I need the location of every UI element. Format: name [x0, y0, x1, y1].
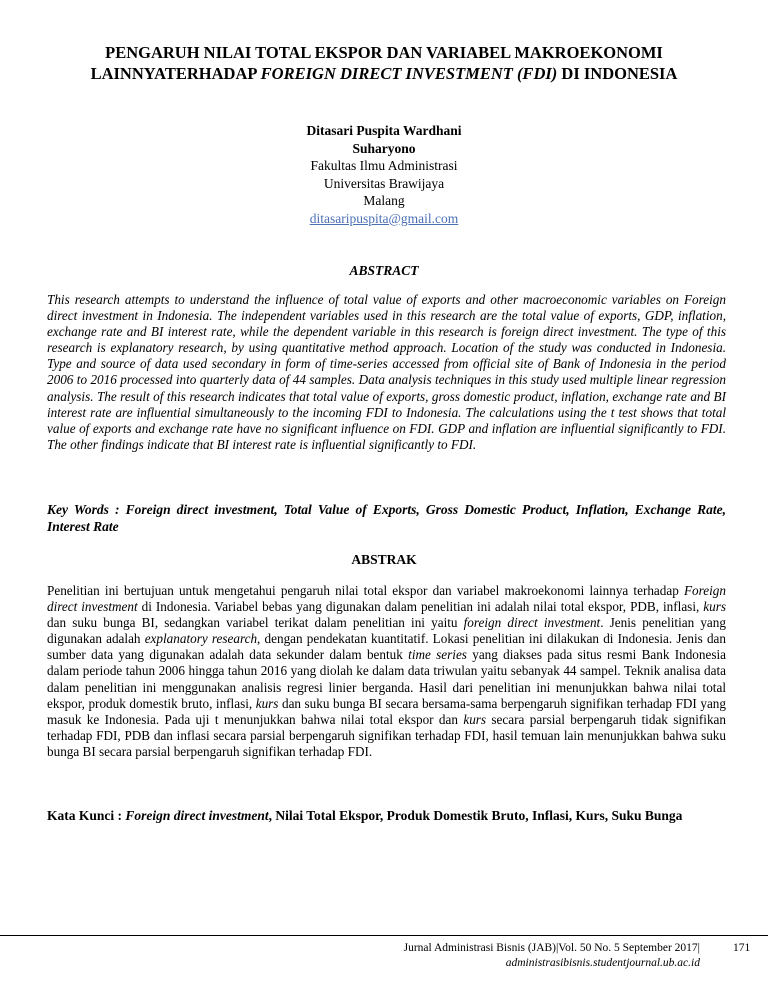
author-university: Universitas Brawijaya: [323, 175, 445, 191]
kata-kunci-rest: , Nilai Total Ekspor, Produk Domestik Bruto, Inflasi, Kurs, Suku Bunga: [268, 808, 683, 823]
abstrak-italic-term: kurs: [463, 711, 487, 727]
author-name-2: Suharyono: [352, 140, 416, 156]
author-faculty: Fakultas Ilmu Administrasi: [310, 158, 458, 173]
abstrak-text: dan suku bunga BI, sedangkan variabel terikat dalam penelitian ini yaitu: [47, 615, 464, 631]
abstrak-italic-term: explanatory research: [144, 631, 258, 647]
author-email-link[interactable]: ditasaripuspita@gmail.com: [309, 210, 459, 226]
abstrak-text: dan suku bunga BI secara bersama-sama berpengaruh signifikan terhadap FDI yang masuk ke Indonesia. Pada uji t menunjukkan bahwa nilai total ekspor dan: [47, 695, 726, 727]
abstrak-italic-term: kurs: [255, 695, 279, 711]
abstrak-italic-term: time series: [408, 647, 467, 663]
author-city: Malang: [363, 193, 405, 208]
abstrak-text: secara parsial berpengaruh tidak signifikan terhadap FDI, PDB dan inflasi secara parsial berpengaruh signifikan terhadap FDI, hasil temuan lain menunjukkan bahwa suku bunga BI secara parsial berpengaruh signifikan terhadap FDI.: [47, 711, 726, 759]
abstrak-text: di Indonesia. Variabel bebas yang digunakan dalam penelitian ini adalah nilai total ekspor, PDB, inflasi,: [137, 599, 704, 615]
footer-citation: [404, 941, 700, 971]
abstrak-text: . Jenis penelitian yang digunakan adalah: [47, 615, 726, 647]
abstrak-italic-term: kurs: [703, 599, 726, 615]
abstrak-text: Penelitian ini bertujuan untuk mengetahui pengaruh nilai total ekspor dan variabel makroekonomi lainnya terhadap: [47, 583, 684, 598]
abstrak-italic-term: foreign direct investment: [463, 615, 601, 631]
paper-title: [40, 42, 728, 84]
abstract-heading: ABSTRACT: [349, 263, 419, 278]
keywords-indonesian: [47, 808, 726, 825]
abstrak-italic-term: Foreign direct investment: [47, 583, 726, 615]
abstract-body: This research attempts to understand the influence of total value of exports and other macroeconomic variables on Foreign direct investment in Indonesia. The independent variables used in this research are the total value of exports, GDP, inflation, exchange rate and BI interest rate, while the dependent variable in this research is foreign direct investment. The type of this research is explanatory research, by using quantitative method approach. Location of the study was conducted in Indonesia. Type and source of data used secondary in form of time-series accessed from official site of Bank of Indonesia in the period 2006 to 2016 processed into quarterly data of 44 samples. Data analysis techniques in this study used multiple linear regression analysis. The result of this research indicates that total value of exports, gross domestic product, inflation, exchange rate and BI interest rate are influential simultaneously to the incoming FDI to Indonesia. The calculations using the t test shows that total value of exports and exchange rate have no significant influence on FDI. GDP and inflation are influential significantly to FDI. The other findings indicate that BI interest rate is influential significantly to FDI.: [47, 292, 726, 452]
title-line-2-italic: FOREIGN DIRECT INVESTMENT (FDI): [260, 64, 558, 83]
page-number: 171: [733, 942, 751, 954]
kata-kunci-italic: Foreign direct investment: [125, 808, 269, 823]
title-line-1: PENGARUH NILAI TOTAL EKSPOR DAN VARIABEL MAKROEKONOMI: [105, 43, 663, 62]
keywords-english: Key Words : Foreign direct investment, Total Value of Exports, Gross Domestic Product, Inflation, Exchange Rate, Interest Rate: [47, 502, 726, 534]
abstrak-heading: ABSTRAK: [351, 552, 417, 567]
abstrak-text: yang diakses pada situs resmi Bank Indonesia dalam periode tahun 2006 hingga tahun 2016 yang diolah ke dalam data triwulan yaitu sebanyak 44 sampel. Teknik analisa data dalam penelitian ini menggunakan analisis regresi linier berganda. Hasil dari penelitian ini menunjukkan bahwa nilai total ekspor, produk domestik bruto, inflasi,: [47, 647, 726, 711]
footer-site: administrasibisnis.studentjournal.ub.ac.id: [505, 957, 700, 969]
footer-journal: Jurnal Administrasi Bisnis (JAB)|Vol. 50 No. 5 September 2017|: [403, 942, 700, 954]
title-line-2-prefix: LAINNYATERHADAP: [90, 64, 261, 83]
author-name-1: Ditasari Puspita Wardhani: [306, 123, 462, 138]
abstrak-text: , dengan pendekatan kuantitatif. Lokasi penelitian ini dilakukan di Indonesia. Jenis dan sumber data yang digunakan adalah data sekunder dalam bentuk: [47, 631, 726, 663]
abstrak-body: [47, 583, 726, 760]
title-line-2: [40, 63, 728, 84]
title-line-2-suffix: DI INDONESIA: [557, 64, 678, 83]
footer-divider: [0, 935, 768, 936]
kata-kunci-label: Kata Kunci :: [47, 808, 126, 823]
author-block: [0, 122, 768, 227]
